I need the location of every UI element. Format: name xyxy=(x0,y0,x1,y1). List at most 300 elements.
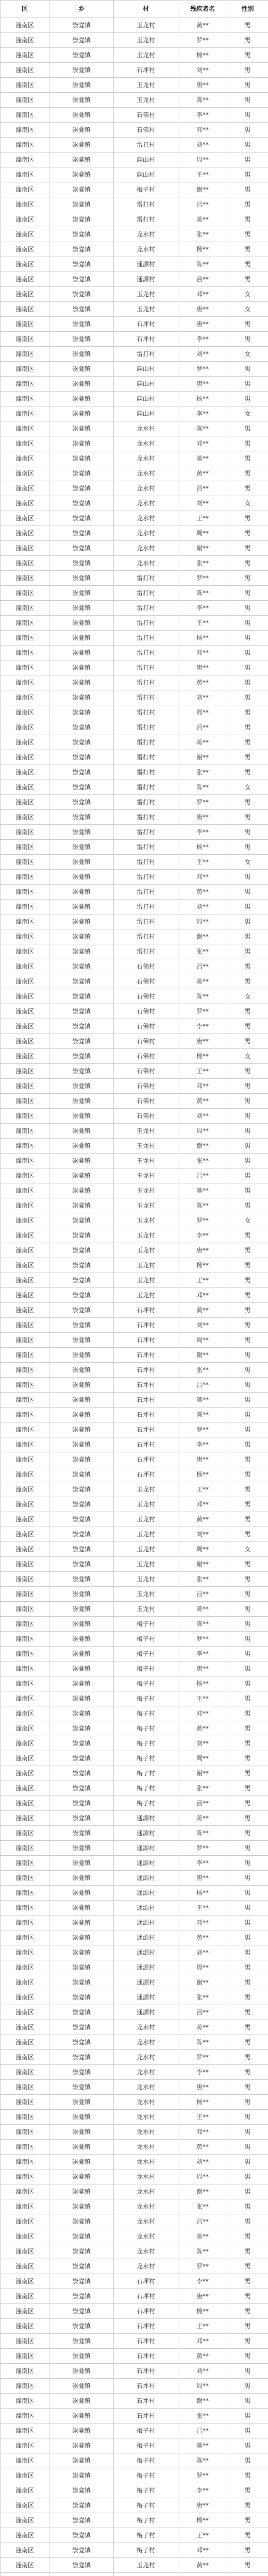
cell-gender[interactable]: 男 xyxy=(227,1303,268,1318)
cell-district[interactable]: 潼南区 xyxy=(1,690,49,705)
cell-gender[interactable]: 男 xyxy=(227,1019,268,1034)
cell-village[interactable]: 石佛村 xyxy=(114,989,178,1004)
cell-village[interactable]: 雷打村 xyxy=(114,929,178,944)
cell-name[interactable]: 杨** xyxy=(178,242,227,257)
cell-township[interactable]: 崇龛镇 xyxy=(49,586,114,601)
cell-district[interactable]: 潼南区 xyxy=(1,302,49,317)
cell-township[interactable]: 崇龛镇 xyxy=(49,2035,114,2050)
cell-township[interactable]: 崇龛镇 xyxy=(49,1602,114,1617)
cell-village[interactable]: 通源村 xyxy=(114,1990,178,2005)
cell-gender[interactable]: 男 xyxy=(227,526,268,541)
cell-village[interactable]: 玉龙村 xyxy=(114,33,178,48)
cell-name[interactable]: 王** xyxy=(178,167,227,182)
cell-gender[interactable]: 男 xyxy=(227,1168,268,1183)
cell-district[interactable]: 潼南区 xyxy=(1,242,49,257)
cell-village[interactable] xyxy=(114,2573,178,2576)
cell-gender[interactable]: 男 xyxy=(227,675,268,690)
cell-name[interactable]: 吕** xyxy=(178,2214,227,2229)
cell-district[interactable]: 潼南区 xyxy=(1,1930,49,1945)
cell-township[interactable]: 崇龛镇 xyxy=(49,1482,114,1497)
cell-name[interactable]: 吕** xyxy=(178,481,227,496)
cell-gender[interactable]: 男 xyxy=(227,1811,268,1826)
cell-gender[interactable]: 男 xyxy=(227,2140,268,2155)
cell-gender[interactable]: 男 xyxy=(227,1273,268,1288)
cell-district[interactable]: 潼南区 xyxy=(1,526,49,541)
cell-gender[interactable]: 男 xyxy=(227,1751,268,1766)
cell-village[interactable]: 石坪村 xyxy=(114,1393,178,1408)
cell-gender[interactable]: 男 xyxy=(227,914,268,929)
cell-district[interactable]: 潼南区 xyxy=(1,2498,49,2513)
cell-village[interactable]: 雷打村 xyxy=(114,825,178,840)
cell-township[interactable]: 崇龛镇 xyxy=(49,765,114,780)
cell-district[interactable]: 潼南区 xyxy=(1,2199,49,2214)
cell-village[interactable]: 龙水村 xyxy=(114,2155,178,2170)
cell-gender[interactable]: 男 xyxy=(227,377,268,392)
cell-gender[interactable]: 男 xyxy=(227,959,268,974)
cell-name[interactable]: 谢** xyxy=(178,1557,227,1572)
cell-district[interactable]: 潼南区 xyxy=(1,840,49,855)
cell-district[interactable]: 潼南区 xyxy=(1,1572,49,1587)
cell-gender[interactable]: 男 xyxy=(227,2274,268,2289)
cell-township[interactable]: 崇龛镇 xyxy=(49,2498,114,2513)
cell-village[interactable]: 梅子村 xyxy=(114,2498,178,2513)
cell-township[interactable]: 崇龛镇 xyxy=(49,2259,114,2274)
cell-village[interactable]: 石坪村 xyxy=(114,2289,178,2304)
cell-district[interactable]: 潼南区 xyxy=(1,1333,49,1348)
cell-gender[interactable]: 男 xyxy=(227,1288,268,1303)
cell-district[interactable]: 潼南区 xyxy=(1,765,49,780)
cell-district[interactable]: 潼南区 xyxy=(1,1004,49,1019)
cell-gender[interactable]: 男 xyxy=(227,257,268,272)
cell-gender[interactable]: 女 xyxy=(227,1542,268,1557)
cell-district[interactable]: 潼南区 xyxy=(1,1393,49,1408)
cell-district[interactable]: 潼南区 xyxy=(1,2214,49,2229)
cell-gender[interactable]: 男 xyxy=(227,2468,268,2483)
cell-village[interactable]: 石坪村 xyxy=(114,63,178,78)
cell-gender[interactable]: 男 xyxy=(227,1826,268,1841)
cell-village[interactable]: 石坪村 xyxy=(114,2319,178,2334)
cell-district[interactable]: 潼南区 xyxy=(1,1273,49,1288)
cell-district[interactable]: 潼南区 xyxy=(1,2319,49,2334)
cell-name[interactable]: 邓** xyxy=(178,1288,227,1303)
cell-name[interactable]: 蒋** xyxy=(178,1811,227,1826)
cell-village[interactable]: 雷打村 xyxy=(114,885,178,900)
cell-village[interactable]: 玉龙村 xyxy=(114,1572,178,1587)
cell-township[interactable]: 崇龛镇 xyxy=(49,2394,114,2409)
cell-township[interactable]: 崇龛镇 xyxy=(49,1228,114,1243)
cell-district[interactable]: 潼南区 xyxy=(1,1960,49,1975)
cell-village[interactable]: 石佛村 xyxy=(114,1004,178,1019)
cell-district[interactable]: 潼南区 xyxy=(1,1901,49,1916)
cell-name[interactable]: 李** xyxy=(178,332,227,347)
cell-township[interactable]: 崇龛镇 xyxy=(49,1378,114,1393)
cell-district[interactable]: 潼南区 xyxy=(1,1109,49,1124)
cell-township[interactable]: 崇龛镇 xyxy=(49,2050,114,2065)
cell-township[interactable]: 崇龛镇 xyxy=(49,870,114,885)
cell-name[interactable]: 谢** xyxy=(178,182,227,197)
cell-name[interactable]: 李** xyxy=(178,825,227,840)
cell-township[interactable]: 崇龛镇 xyxy=(49,1064,114,1079)
cell-name[interactable]: 张** xyxy=(178,765,227,780)
cell-township[interactable]: 崇龛镇 xyxy=(49,675,114,690)
cell-village[interactable]: 玉龙村 xyxy=(114,1258,178,1273)
cell-district[interactable]: 潼南区 xyxy=(1,825,49,840)
cell-township[interactable]: 崇龛镇 xyxy=(49,317,114,332)
cell-name[interactable]: 陈** xyxy=(178,2244,227,2259)
cell-gender[interactable]: 男 xyxy=(227,138,268,152)
cell-village[interactable]: 雷打村 xyxy=(114,601,178,616)
cell-gender[interactable]: 男 xyxy=(227,646,268,660)
cell-township[interactable]: 崇龛镇 xyxy=(49,705,114,720)
cell-village[interactable]: 雷打村 xyxy=(114,212,178,227)
cell-township[interactable]: 崇龛镇 xyxy=(49,48,114,63)
cell-township[interactable]: 崇龛镇 xyxy=(49,1975,114,1990)
cell-name[interactable]: 杨** xyxy=(178,840,227,855)
cell-village[interactable]: 龙水村 xyxy=(114,2020,178,2035)
cell-village[interactable]: 龙水村 xyxy=(114,2244,178,2259)
cell-gender[interactable]: 男 xyxy=(227,1467,268,1482)
cell-township[interactable]: 崇龛镇 xyxy=(49,2558,114,2573)
cell-name[interactable]: 周** xyxy=(178,1542,227,1557)
cell-township[interactable]: 崇龛镇 xyxy=(49,929,114,944)
cell-village[interactable]: 雷打村 xyxy=(114,586,178,601)
cell-district[interactable]: 潼南区 xyxy=(1,1318,49,1333)
cell-name[interactable]: 周** xyxy=(178,152,227,167)
cell-district[interactable]: 潼南区 xyxy=(1,2528,49,2543)
cell-village[interactable]: 通源村 xyxy=(114,1975,178,1990)
cell-township[interactable]: 崇龛镇 xyxy=(49,392,114,406)
cell-district[interactable]: 潼南区 xyxy=(1,1542,49,1557)
cell-name[interactable]: 谢** xyxy=(178,541,227,556)
cell-township[interactable]: 崇龛镇 xyxy=(49,1632,114,1647)
cell-township[interactable]: 崇龛镇 xyxy=(49,1945,114,1960)
cell-district[interactable]: 潼南区 xyxy=(1,1124,49,1139)
cell-village[interactable]: 石坪村 xyxy=(114,2274,178,2289)
cell-gender[interactable]: 男 xyxy=(227,1871,268,1886)
cell-gender[interactable]: 男 xyxy=(227,1139,268,1154)
cell-district[interactable]: 潼南区 xyxy=(1,900,49,914)
cell-name[interactable]: 吕** xyxy=(178,2005,227,2020)
cell-township[interactable]: 崇龛镇 xyxy=(49,257,114,272)
cell-name[interactable]: 王** xyxy=(178,1064,227,1079)
cell-name[interactable]: 吕** xyxy=(178,959,227,974)
cell-township[interactable]: 崇龛镇 xyxy=(49,1841,114,1856)
cell-township[interactable]: 崇龛镇 xyxy=(49,690,114,705)
cell-township[interactable]: 崇龛镇 xyxy=(49,1916,114,1930)
cell-district[interactable]: 潼南区 xyxy=(1,138,49,152)
cell-gender[interactable]: 男 xyxy=(227,2199,268,2214)
cell-name[interactable]: 张** xyxy=(178,1990,227,2005)
cell-township[interactable]: 崇龛镇 xyxy=(49,2424,114,2438)
cell-district[interactable]: 潼南区 xyxy=(1,1228,49,1243)
cell-village[interactable]: 麻山村 xyxy=(114,392,178,406)
cell-district[interactable]: 潼南区 xyxy=(1,2184,49,2199)
cell-gender[interactable]: 男 xyxy=(227,2170,268,2184)
cell-district[interactable]: 潼南区 xyxy=(1,1408,49,1422)
cell-township[interactable]: 崇龛镇 xyxy=(49,1960,114,1975)
cell-village[interactable]: 龙水村 xyxy=(114,2214,178,2229)
cell-district[interactable]: 潼南区 xyxy=(1,1497,49,1512)
cell-district[interactable]: 潼南区 xyxy=(1,1094,49,1109)
cell-village[interactable]: 龙水村 xyxy=(114,481,178,496)
cell-gender[interactable]: 男 xyxy=(227,2304,268,2319)
cell-village[interactable]: 雷打村 xyxy=(114,347,178,362)
cell-village[interactable]: 龙水村 xyxy=(114,541,178,556)
cell-township[interactable]: 崇龛镇 xyxy=(49,1034,114,1049)
cell-district[interactable]: 潼南区 xyxy=(1,1213,49,1228)
cell-gender[interactable]: 男 xyxy=(227,1886,268,1901)
cell-village[interactable]: 龙水村 xyxy=(114,2065,178,2080)
cell-township[interactable]: 崇龛镇 xyxy=(49,2005,114,2020)
cell-district[interactable]: 潼南区 xyxy=(1,1766,49,1781)
cell-village[interactable]: 梅子村 xyxy=(114,2453,178,2468)
cell-township[interactable]: 崇龛镇 xyxy=(49,1676,114,1691)
cell-township[interactable]: 崇龛镇 xyxy=(49,989,114,1004)
cell-gender[interactable]: 男 xyxy=(227,2319,268,2334)
cell-township[interactable]: 崇龛镇 xyxy=(49,601,114,616)
cell-district[interactable]: 潼南区 xyxy=(1,123,49,138)
cell-village[interactable]: 石坪村 xyxy=(114,2379,178,2394)
cell-township[interactable]: 崇龛镇 xyxy=(49,1557,114,1572)
cell-district[interactable]: 潼南区 xyxy=(1,227,49,242)
cell-gender[interactable]: 男 xyxy=(227,1154,268,1168)
cell-gender[interactable]: 男 xyxy=(227,123,268,138)
cell-township[interactable]: 崇龛镇 xyxy=(49,885,114,900)
cell-name[interactable]: 吕** xyxy=(178,197,227,212)
cell-name[interactable]: 刘** xyxy=(178,1527,227,1542)
cell-gender[interactable]: 男 xyxy=(227,1647,268,1662)
cell-name[interactable]: 唐** xyxy=(178,1243,227,1258)
cell-township[interactable]: 崇龛镇 xyxy=(49,2184,114,2199)
cell-name[interactable]: 谢** xyxy=(178,1348,227,1363)
cell-name[interactable]: 蒋** xyxy=(178,212,227,227)
cell-name[interactable]: 邓** xyxy=(178,436,227,451)
cell-gender[interactable]: 男 xyxy=(227,451,268,466)
cell-township[interactable]: 崇龛镇 xyxy=(49,1437,114,1452)
cell-village[interactable]: 玉龙村 xyxy=(114,1198,178,1213)
cell-township[interactable]: 崇龛镇 xyxy=(49,1587,114,1602)
cell-township[interactable]: 崇龛镇 xyxy=(49,914,114,929)
cell-gender[interactable]: 男 xyxy=(227,1079,268,1094)
cell-township[interactable]: 崇龛镇 xyxy=(49,78,114,93)
cell-name[interactable]: 唐** xyxy=(178,1452,227,1467)
cell-township[interactable]: 崇龛镇 xyxy=(49,1467,114,1482)
cell-village[interactable]: 龙水村 xyxy=(114,2170,178,2184)
cell-village[interactable]: 通源村 xyxy=(114,272,178,287)
cell-township[interactable]: 崇龛镇 xyxy=(49,735,114,750)
cell-name[interactable]: 张** xyxy=(178,1572,227,1587)
cell-gender[interactable]: 男 xyxy=(227,1363,268,1378)
cell-district[interactable]: 潼南区 xyxy=(1,571,49,586)
cell-village[interactable]: 龙水村 xyxy=(114,556,178,571)
cell-gender[interactable]: 男 xyxy=(227,2035,268,2050)
cell-district[interactable]: 潼南区 xyxy=(1,182,49,197)
cell-name[interactable]: 杨** xyxy=(178,2513,227,2528)
cell-gender[interactable]: 男 xyxy=(227,2543,268,2558)
cell-township[interactable]: 崇龛镇 xyxy=(49,2020,114,2035)
cell-name[interactable]: 邓** xyxy=(178,646,227,660)
cell-gender[interactable]: 男 xyxy=(227,2334,268,2349)
cell-village[interactable]: 石佛村 xyxy=(114,123,178,138)
cell-district[interactable]: 潼南区 xyxy=(1,1183,49,1198)
cell-gender[interactable]: 男 xyxy=(227,2349,268,2364)
cell-district[interactable]: 潼南区 xyxy=(1,1826,49,1841)
cell-name[interactable]: 周** xyxy=(178,526,227,541)
cell-village[interactable]: 雷打村 xyxy=(114,646,178,660)
cell-name[interactable]: 邓** xyxy=(178,1916,227,1930)
cell-district[interactable]: 潼南区 xyxy=(1,347,49,362)
cell-township[interactable]: 崇龛镇 xyxy=(49,2379,114,2394)
cell-village[interactable]: 石坪村 xyxy=(114,1378,178,1393)
cell-gender[interactable]: 男 xyxy=(227,2125,268,2140)
cell-gender[interactable]: 男 xyxy=(227,1781,268,1796)
cell-name[interactable]: 杨** xyxy=(178,1467,227,1482)
cell-name[interactable]: 唐** xyxy=(178,2080,227,2095)
cell-gender[interactable]: 男 xyxy=(227,1064,268,1079)
cell-gender[interactable]: 女 xyxy=(227,780,268,795)
cell-gender[interactable]: 男 xyxy=(227,1497,268,1512)
cell-name[interactable]: 吕** xyxy=(178,1378,227,1393)
cell-name[interactable]: 李** xyxy=(178,1019,227,1034)
cell-village[interactable]: 梅子村 xyxy=(114,1736,178,1751)
cell-township[interactable]: 崇龛镇 xyxy=(49,2140,114,2155)
cell-district[interactable]: 潼南区 xyxy=(1,1512,49,1527)
cell-district[interactable]: 潼南区 xyxy=(1,2170,49,2184)
cell-township[interactable]: 崇龛镇 xyxy=(49,1094,114,1109)
cell-township[interactable]: 崇龛镇 xyxy=(49,1168,114,1183)
cell-gender[interactable]: 男 xyxy=(227,1736,268,1751)
cell-district[interactable]: 潼南区 xyxy=(1,1452,49,1467)
cell-village[interactable]: 通源村 xyxy=(114,1856,178,1871)
cell-village[interactable]: 通源村 xyxy=(114,1811,178,1826)
cell-township[interactable]: 崇龛镇 xyxy=(49,123,114,138)
cell-district[interactable]: 潼南区 xyxy=(1,1154,49,1168)
cell-gender[interactable]: 男 xyxy=(227,810,268,825)
cell-gender[interactable]: 男 xyxy=(227,33,268,48)
cell-district[interactable]: 潼南区 xyxy=(1,1482,49,1497)
cell-gender[interactable]: 男 xyxy=(227,2379,268,2394)
cell-gender[interactable]: 男 xyxy=(227,1617,268,1632)
cell-name[interactable]: 李** xyxy=(178,601,227,616)
cell-township[interactable]: 崇龛镇 xyxy=(49,63,114,78)
cell-township[interactable]: 崇龛镇 xyxy=(49,1512,114,1527)
cell-village[interactable]: 雷打村 xyxy=(114,720,178,735)
cell-gender[interactable]: 男 xyxy=(227,481,268,496)
cell-township[interactable]: 崇龛镇 xyxy=(49,2528,114,2543)
cell-township[interactable]: 崇龛镇 xyxy=(49,1348,114,1363)
cell-village[interactable]: 雷打村 xyxy=(114,944,178,959)
cell-gender[interactable]: 男 xyxy=(227,272,268,287)
cell-name[interactable]: 黄** xyxy=(178,2140,227,2155)
cell-village[interactable]: 玉龙村 xyxy=(114,287,178,302)
cell-gender[interactable]: 男 xyxy=(227,1945,268,1960)
cell-gender[interactable]: 男 xyxy=(227,1856,268,1871)
cell-gender[interactable]: 女 xyxy=(227,855,268,870)
cell-district[interactable]: 潼南区 xyxy=(1,2244,49,2259)
cell-name[interactable]: 黄** xyxy=(178,2558,227,2573)
cell-village[interactable]: 石佛村 xyxy=(114,1094,178,1109)
cell-gender[interactable]: 男 xyxy=(227,2453,268,2468)
cell-village[interactable]: 龙水村 xyxy=(114,436,178,451)
cell-village[interactable]: 龙水村 xyxy=(114,2140,178,2155)
cell-village[interactable]: 玉龙村 xyxy=(114,2558,178,2573)
cell-township[interactable]: 崇龛镇 xyxy=(49,1826,114,1841)
cell-name[interactable]: 罗** xyxy=(178,362,227,377)
cell-name[interactable]: 王** xyxy=(178,2110,227,2125)
cell-gender[interactable]: 男 xyxy=(227,2050,268,2065)
cell-district[interactable]: 潼南区 xyxy=(1,1990,49,2005)
cell-district[interactable]: 潼南区 xyxy=(1,556,49,571)
cell-village[interactable]: 玉龙村 xyxy=(114,48,178,63)
cell-gender[interactable]: 男 xyxy=(227,63,268,78)
cell-district[interactable]: 潼南区 xyxy=(1,646,49,660)
cell-village[interactable]: 石坪村 xyxy=(114,2334,178,2349)
cell-gender[interactable]: 男 xyxy=(227,2364,268,2379)
cell-village[interactable]: 龙水村 xyxy=(114,2199,178,2214)
cell-village[interactable]: 石坪村 xyxy=(114,2304,178,2319)
cell-district[interactable]: 潼南区 xyxy=(1,631,49,646)
cell-gender[interactable]: 女 xyxy=(227,1213,268,1228)
cell-village[interactable]: 石坪村 xyxy=(114,1318,178,1333)
cell-name[interactable]: 谢** xyxy=(178,750,227,765)
cell-gender[interactable]: 男 xyxy=(227,1243,268,1258)
cell-village[interactable]: 龙水村 xyxy=(114,242,178,257)
cell-village[interactable]: 麻山村 xyxy=(114,362,178,377)
cell-township[interactable]: 崇龛镇 xyxy=(49,1901,114,1916)
cell-village[interactable]: 玉龙村 xyxy=(114,1273,178,1288)
cell-district[interactable]: 潼南区 xyxy=(1,152,49,167)
cell-village[interactable]: 玉龙村 xyxy=(114,302,178,317)
cell-district[interactable]: 潼南区 xyxy=(1,2110,49,2125)
cell-village[interactable]: 石坪村 xyxy=(114,2394,178,2409)
cell-village[interactable]: 梅子村 xyxy=(114,2513,178,2528)
cell-gender[interactable]: 男 xyxy=(227,2259,268,2274)
cell-name[interactable]: 唐** xyxy=(178,1034,227,1049)
cell-gender[interactable]: 男 xyxy=(227,1706,268,1721)
cell-district[interactable]: 潼南区 xyxy=(1,1587,49,1602)
cell-name[interactable]: 张** xyxy=(178,1781,227,1796)
cell-gender[interactable]: 女 xyxy=(227,406,268,421)
cell-gender[interactable]: 男 xyxy=(227,436,268,451)
cell-township[interactable]: 崇龛镇 xyxy=(49,2513,114,2528)
cell-township[interactable]: 崇龛镇 xyxy=(49,1273,114,1288)
cell-name[interactable]: 吕** xyxy=(178,1587,227,1602)
cell-district[interactable]: 潼南区 xyxy=(1,1467,49,1482)
cell-village[interactable]: 雷打村 xyxy=(114,138,178,152)
cell-township[interactable]: 崇龛镇 xyxy=(49,1691,114,1706)
cell-district[interactable]: 潼南区 xyxy=(1,1243,49,1258)
cell-township[interactable]: 崇龛镇 xyxy=(49,2199,114,2214)
cell-name[interactable]: 刘** xyxy=(178,1945,227,1960)
cell-township[interactable]: 崇龛镇 xyxy=(49,2483,114,2498)
cell-township[interactable]: 崇龛镇 xyxy=(49,272,114,287)
cell-village[interactable]: 玉龙村 xyxy=(114,1512,178,1527)
cell-district[interactable]: 潼南区 xyxy=(1,720,49,735)
cell-name[interactable]: 唐** xyxy=(178,2498,227,2513)
cell-district[interactable]: 潼南区 xyxy=(1,2274,49,2289)
cell-village[interactable]: 雷打村 xyxy=(114,870,178,885)
cell-village[interactable]: 石坪村 xyxy=(114,1467,178,1482)
cell-gender[interactable]: 男 xyxy=(227,571,268,586)
cell-township[interactable]: 崇龛镇 xyxy=(49,1497,114,1512)
cell-village[interactable]: 龙水村 xyxy=(114,526,178,541)
cell-gender[interactable]: 男 xyxy=(227,2498,268,2513)
cell-district[interactable]: 潼南区 xyxy=(1,586,49,601)
cell-village[interactable]: 雷打村 xyxy=(114,810,178,825)
cell-gender[interactable]: 男 xyxy=(227,885,268,900)
cell-village[interactable]: 龙水村 xyxy=(114,511,178,526)
cell-township[interactable]: 崇龛镇 xyxy=(49,167,114,182)
